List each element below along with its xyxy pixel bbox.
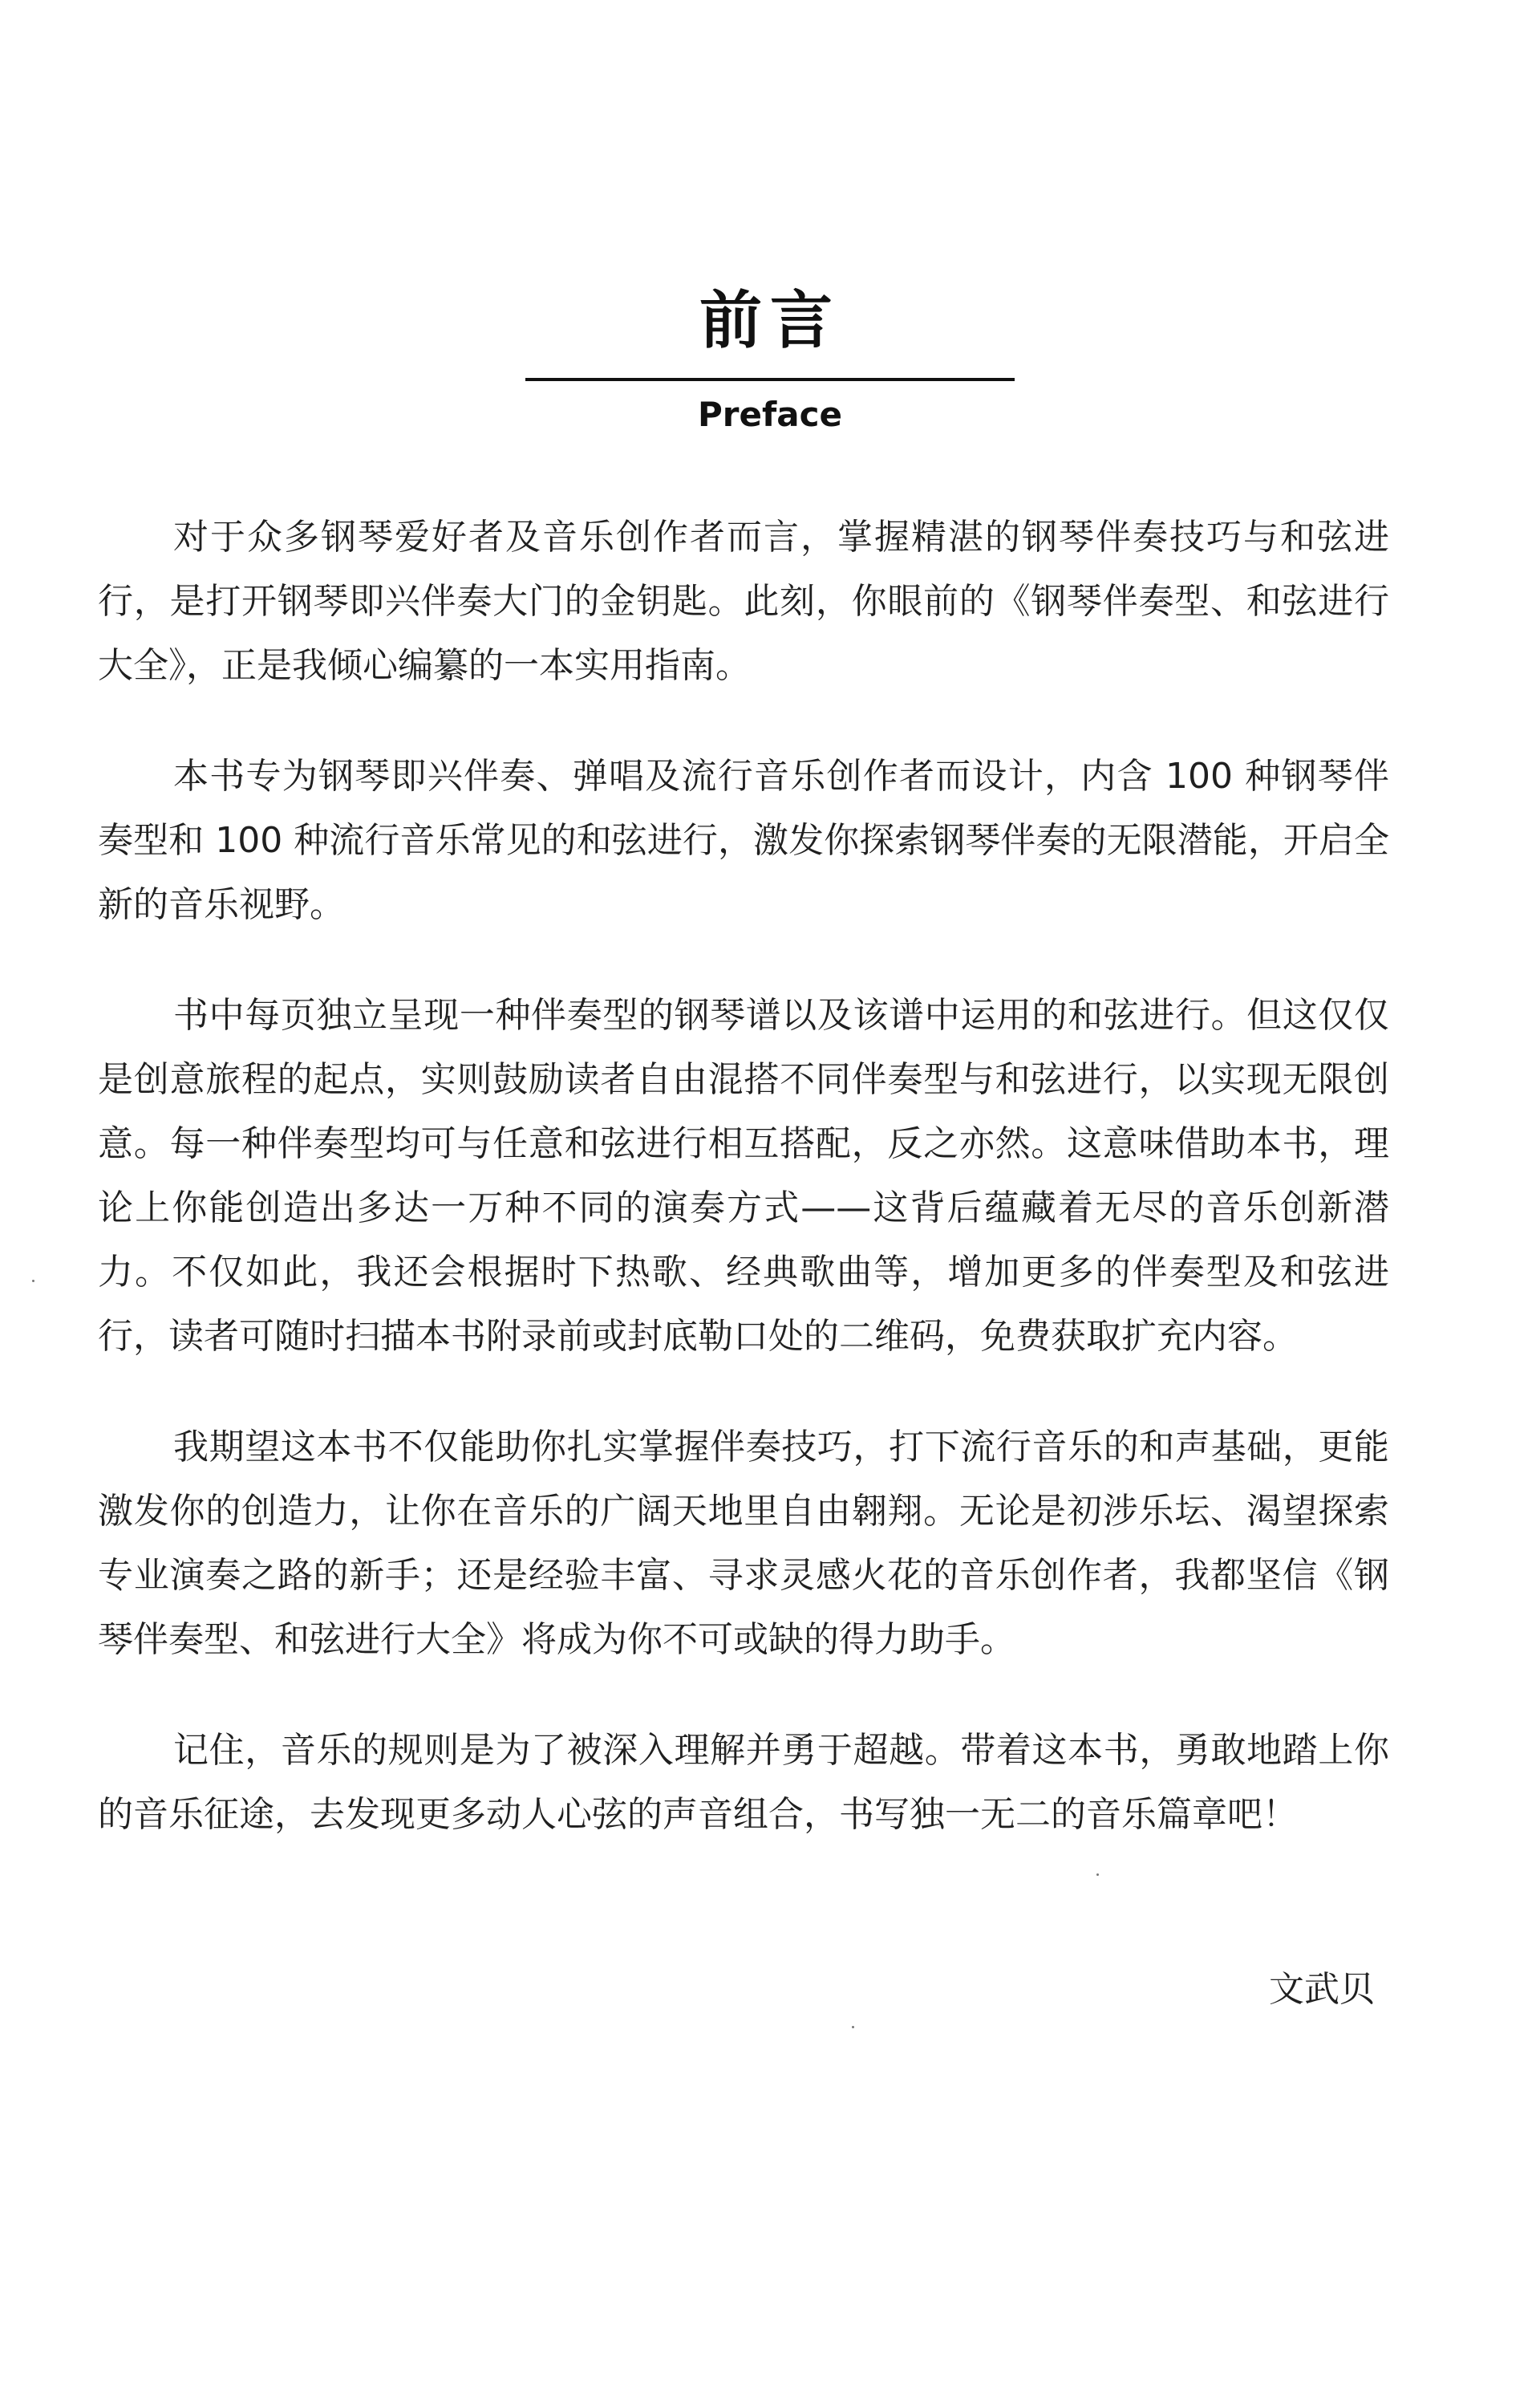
title-divider [525,378,1015,381]
paragraph-3: 书中每页独立呈现一种伴奏型的钢琴谱以及该谱中运用的和弦进行。但这仅仅是创意旅程的起点，实则鼓励读者自由混搭不同伴奏型与和弦进行，以实现无限创意。每一种伴奏型均可与任意和弦进行相互搭配，反之亦然。这意味借助本书，理论上你能创造出多达一万种不同的演奏方式——这背后蕴藏着无尽的音乐创新潜力。不仅如此，我还会根据时下热歌、经典歌曲等，增加更多的伴奏型及和弦进行，读者可随时扫描本书附录前或封底勒口处的二维码，免费获取扩充内容。 [98,995,1389,1357]
paragraph-1: 对于众多钢琴爱好者及音乐创作者而言，掌握精湛的钢琴伴奏技巧与和弦进行，是打开钢琴即兴伴奏大门的金钥匙。此刻，你眼前的《钢琴伴奏型、和弦进行大全》，正是我倾心编纂的一本实用指南。 [98,517,1389,686]
preface-body [98,505,1389,1894]
author-signature: 文武贝 [1269,1969,1375,2010]
paragraph-2: 本书专为钢琴即兴伴奏、弹唱及流行音乐创作者而设计，内含 100 种钢琴伴奏型和 100 种流行音乐常见的和弦进行，激发你探索钢琴伴奏的无限潜能，开启全新的音乐视野。 [98,756,1389,925]
scan-speck [1096,1873,1099,1876]
title-block [0,277,1540,440]
paragraph-4: 我期望这本书不仅能助你扎实掌握伴奏技巧，打下流行音乐的和声基础，更能激发你的创造力，让你在音乐的广阔天地里自由翱翔。无论是初涉乐坛、渴望探索专业演奏之路的新手；还是经验丰富、寻求灵感火花的音乐创作者，我都坚信《钢琴伴奏型、和弦进行大全》将成为你不可或缺的得力助手。 [98,1427,1389,1660]
page-title: 前言 [699,285,841,357]
paragraph-5: 记住，音乐的规则是为了被深入理解并勇于超越。带着这本书，勇敢地踏上你的音乐征途，去发现更多动人心弦的声音组合，书写独一无二的音乐篇章吧！ [98,1730,1389,1835]
scan-speck [32,1280,34,1282]
scan-speck [852,2026,854,2028]
page-subtitle: Preface [698,395,842,434]
